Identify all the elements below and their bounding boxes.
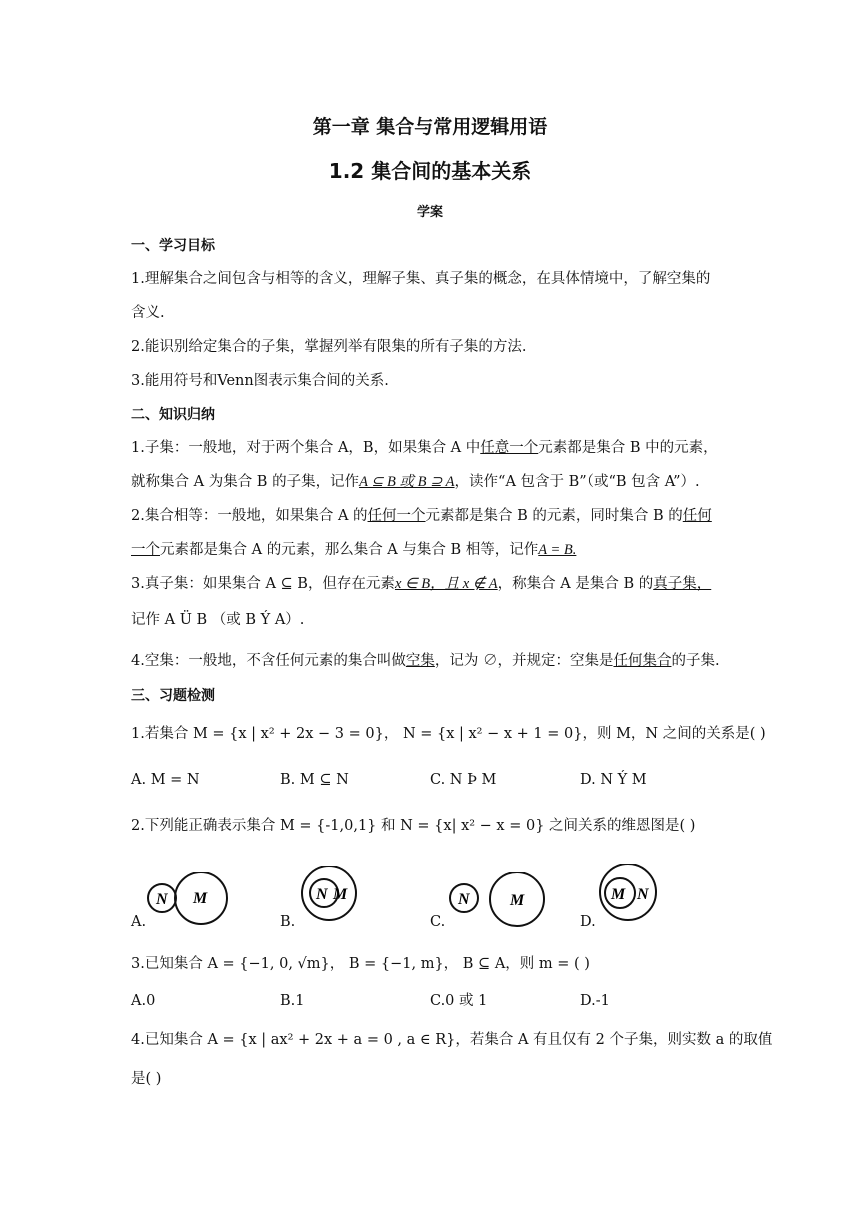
underlined-term: 任何	[682, 508, 712, 524]
question-3-option-d: D.-1	[580, 993, 610, 1009]
text-span: 2.集合相等：一般地，如果集合 A 的	[131, 508, 368, 524]
text-span: 3.真子集：如果集合 A ⊆ B，但存在元素	[131, 576, 395, 592]
text-span: ，读作“A 包含于 B”（或“B 包含 A”）.	[454, 474, 700, 490]
knowledge-4	[131, 651, 720, 671]
question-1-stem: 1.若集合 M = {x | x² + 2x − 3 = 0}， N = {x | x² − x + 1 = 0}，则 M，N 之间的关系是( )	[131, 726, 766, 742]
underlined-term: A = B.	[538, 542, 577, 558]
venn-label-m: M	[333, 886, 348, 903]
text-span: 元素都是集合 B 的元素，同时集合 B 的	[425, 508, 683, 524]
question-2-option-b: B.	[280, 914, 296, 930]
question-4-stem-line2: 是( )	[131, 1071, 162, 1087]
underlined-term: 一个	[131, 542, 160, 558]
exercises-heading: 三、习题检测	[131, 688, 215, 704]
chapter-title: 第一章 集合与常用逻辑用语	[312, 116, 548, 138]
goals-heading: 一、学习目标	[131, 238, 215, 254]
underlined-term: A ⊆ B 或 B ⊇ A	[359, 474, 455, 490]
underlined-term: 空集	[405, 653, 435, 669]
knowledge-3-line2: 记作 A Ü B （或 B Ý A）.	[131, 612, 305, 628]
venn-label-n: N	[637, 886, 649, 903]
text-span: 的子集.	[671, 653, 720, 669]
venn-label-n: N	[156, 891, 168, 908]
knowledge-1-line1	[131, 438, 718, 458]
venn-label-n: N	[316, 886, 328, 903]
goal-3: 3.能用符号和Venn图表示集合间的关系.	[131, 373, 389, 389]
question-4-stem-line1: 4.已知集合 A = {x | ax² + 2x + a = 0 , a ∈ R}，若集合 A 有且仅有 2 个子集，则实数 a 的取值	[131, 1032, 773, 1048]
underlined-term: 任何一个	[367, 508, 426, 524]
venn-label-m: M	[193, 890, 208, 907]
venn-diagram-b	[296, 866, 366, 926]
goal-1-line2: 含义.	[131, 305, 165, 321]
underlined-term: 任何集合	[613, 653, 672, 669]
knowledge-heading: 二、知识归纳	[131, 407, 215, 423]
text-span: 元素都是集合 B 中的元素，	[538, 440, 718, 456]
question-1-option-b: B. M ⊆ N	[280, 772, 349, 788]
venn-label-m: M	[510, 892, 525, 909]
question-3-stem: 3.已知集合 A = {−1, 0, √m}， B = {−1, m}， B ⊆ A，则 m = ( )	[131, 956, 590, 972]
text-span: 元素都是集合 A 的元素，那么集合 A 与集合 B 相等，记作	[160, 542, 539, 558]
goal-1-line1: 1.理解集合之间包含与相等的含义，理解子集、真子集的概念，在具体情境中，了解空集的	[131, 271, 711, 287]
text-span: 4.空集：一般地，不含任何元素的集合叫做	[131, 653, 406, 669]
venn-label-m: M	[611, 886, 626, 903]
section-title: 1.2 集合间的基本关系	[328, 159, 532, 183]
question-2-option-a: A.	[131, 914, 147, 930]
underlined-term: x ∈ B，且 x ∉ A	[394, 576, 498, 592]
knowledge-1-line2	[131, 472, 700, 492]
text-span: ，称集合 A 是集合 B 的	[497, 576, 654, 592]
question-1-option-d: D. N Ý M	[580, 772, 647, 788]
question-2-option-c: C.	[430, 914, 446, 930]
question-1-option-a: A. M = N	[131, 772, 200, 788]
underlined-term: 真子集，	[653, 576, 712, 592]
text-span: ，记为 ∅，并规定：空集是	[434, 653, 614, 669]
underlined-term: 任意一个	[480, 440, 539, 456]
text-span: 就称集合 A 为集合 B 的子集，记作	[131, 474, 360, 490]
knowledge-3-line1	[131, 574, 711, 594]
venn-label-n: N	[458, 891, 470, 908]
venn-diagram-a	[140, 872, 240, 932]
question-3-option-b: B.1	[280, 993, 305, 1009]
document-subtitle: 学案	[416, 205, 443, 220]
question-2-option-d: D.	[580, 914, 596, 930]
text-span: 1.子集：一般地，对于两个集合 A，B，如果集合 A 中	[131, 440, 481, 456]
venn-diagram-c	[444, 872, 554, 932]
question-2-stem: 2.下列能正确表示集合 M = {-1,0,1} 和 N = {x| x² − x = 0} 之间关系的维恩图是( )	[131, 818, 696, 834]
question-1-option-c: C. N Þ M	[430, 772, 497, 788]
knowledge-2-line2	[131, 540, 576, 560]
question-3-option-c: C.0 或 1	[430, 993, 488, 1009]
question-3-option-a: A.0	[131, 993, 156, 1009]
goal-2: 2.能识别给定集合的子集，掌握列举有限集的所有子集的方法.	[131, 339, 527, 355]
knowledge-2-line1	[131, 506, 712, 526]
venn-diagram-d	[595, 864, 665, 924]
